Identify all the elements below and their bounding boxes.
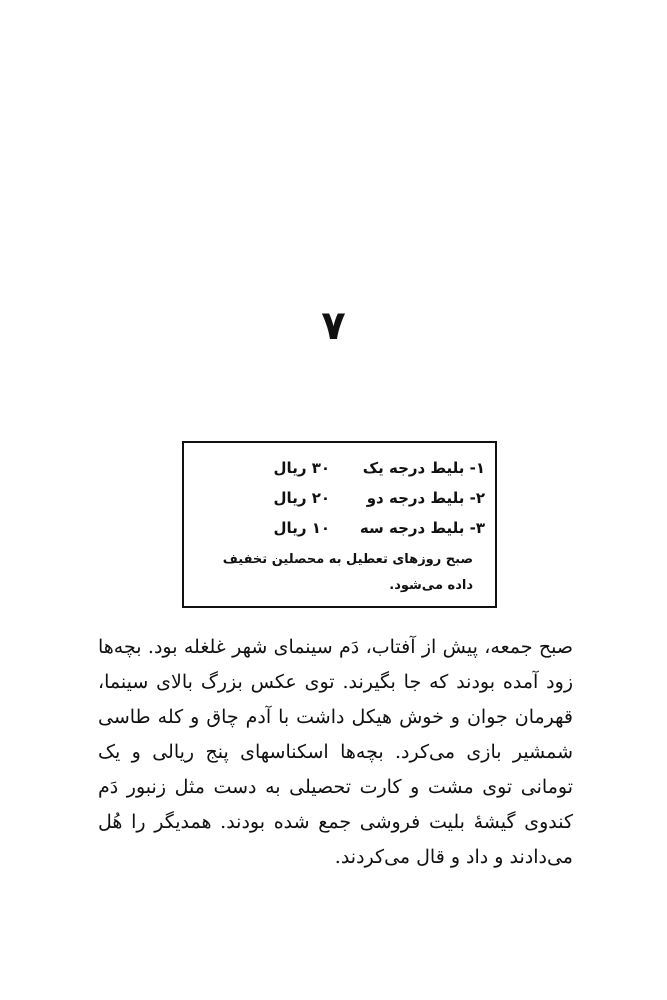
discount-note: صبح روزهای تعطیل به محصلین تخفیف داده می‌شود. [222,552,473,593]
body-paragraph: صبح جمعه، پیش از آفتاب، دَم سینمای شهر غلغله بود. بچه‌ها زود آمده بودند که جا بگیرند. توی عکس بزرگ بالای سینما، قهرمان جوان و خوش هیکل داشت با آدم چاق و کله طاسی شمشیر بازی می‌کرد. بچه‌ها اسکناسهای پنج ریالی و یک تومانی توی مشت و کارت تحصیلی به دست مثل زنبور دَم کندوی گیشهٔ بلیت فروشی جمع شده بودند. همدیگر را هُل می‌دادند و داد و قال می‌کردند. [98,636,573,868]
chapter-number: ۷ [321,303,346,349]
ticket-label: ۳- بلیط درجه سه [359,519,485,537]
ticket-row-third-class [195,513,485,543]
ticket-row-first-class [195,453,485,483]
ticket-label: ۱- بلیط درجه یک [362,459,485,477]
ticket-price-notice [182,441,497,608]
ticket-price: ۱۰ ریال [273,519,330,537]
ticket-label: ۲- بلیط درجه دو [366,489,485,507]
ticket-row-second-class [195,483,485,513]
ticket-price: ۳۰ ریال [273,459,330,477]
ticket-price: ۲۰ ریال [273,489,330,507]
